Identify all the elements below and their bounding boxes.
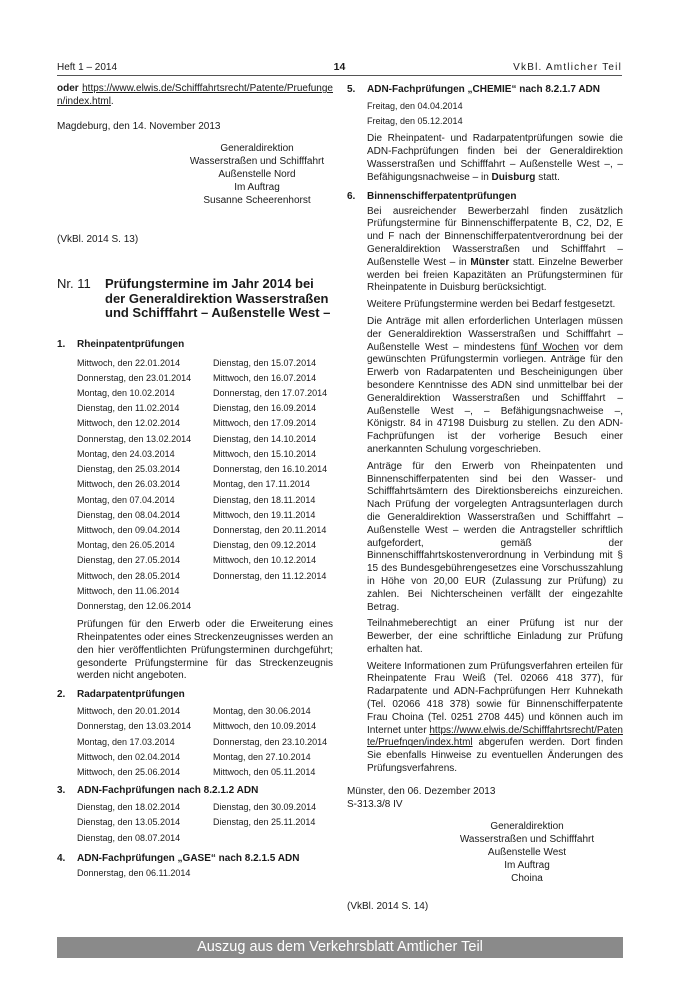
text-run: statt. Einzelne Bewerber werden bei freien Kapazitäten an Prüfungsterminen für Rheinpatente in Duisburg berücksichtigt. xyxy=(367,256,623,294)
text-run: vor dem gewünschten Prüfungstermin vorliegen. Anträge für den Erwerb von Radarpatenten und Bescheinigungen über besondere Kenntnisse des ADN sind unmittelbar bei der Generaldirektion Wasserstraßen und Schifffahrt – Außenstelle West –, – Befähigungsnachweise –, Königstr. 84 in 47198 Duisburg zu stellen. Zu den ADN-Fachprüfungen ist der vorherige Besuch einer anerkannten Schulung vorgeschrieben. xyxy=(367,341,624,455)
section-number: 4. xyxy=(57,852,66,864)
location-duisburg: Duisburg xyxy=(491,171,536,183)
date-cell: Mittwoch, den 17.09.2014 xyxy=(213,418,317,429)
section-6-paragraph-2: Weitere Prüfungstermine werden bei Bedarf festgesetzt. xyxy=(367,299,616,311)
place-date-1: Magdeburg, den 14. November 2013 xyxy=(57,120,221,132)
text-run: Weitere Informationen zum Prüfungsverfahren erteilen für Rheinpatente Frau Weiß (Tel. 02066 418 377), für Radarpatente und ADN-Fachprüfungen Herr Kuhnekath (Tel. 02066 418 378) sowie für Binnenschifferpatente Frau Choina (Tel. 0251 2708 445) und können auch im Internet unter xyxy=(367,660,623,736)
date-row xyxy=(77,401,333,416)
date-row xyxy=(77,493,333,508)
location-muenster: Münster xyxy=(470,256,510,268)
date-cell: Mittwoch, den 19.11.2014 xyxy=(213,509,316,520)
text-run: Die Anträge mit allen erforderlichen Unterlagen müssen der Generaldirektion Wasserstraßen und Schifffahrt – Außenstelle West – mindestens xyxy=(367,315,623,353)
section-title: ADN-Fachprüfungen „CHEMIE“ nach 8.2.1.7 ADN xyxy=(367,84,600,95)
left-column xyxy=(57,83,333,881)
date-row xyxy=(77,765,333,780)
section-number: 6. xyxy=(347,190,356,202)
date-cell: Mittwoch, den 15.10.2014 xyxy=(213,448,317,459)
date-cell: Dienstag, den 11.02.2014 xyxy=(77,403,180,414)
date-row xyxy=(77,386,333,401)
date-cell: Donnerstag, den 12.06.2014 xyxy=(77,600,192,611)
section-6-paragraph-3 xyxy=(367,316,623,457)
date-cell: Dienstag, den 09.12.2014 xyxy=(213,540,317,551)
date-cell: Mittwoch, den 10.09.2014 xyxy=(213,721,317,732)
section-6-paragraph-5: Teilnahmeberechtigt an einer Prüfung ist nur der Bewerber, der eine schriftliche Einladung zur Prüfung erhalten hat. xyxy=(367,618,623,655)
date-row xyxy=(77,704,333,719)
section-heading xyxy=(57,688,333,701)
signature-block-1 xyxy=(157,143,357,207)
section-6-paragraph-1 xyxy=(367,206,623,296)
signature-block-2 xyxy=(427,821,627,885)
date-table-adn-gase xyxy=(77,866,333,881)
section-heading xyxy=(57,784,333,797)
date-row xyxy=(77,477,333,492)
date-cell: Dienstag, den 25.03.2014 xyxy=(77,464,181,475)
date-cell: Dienstag, den 15.07.2014 xyxy=(213,357,317,368)
sig1-line: Außenstelle Nord xyxy=(218,168,296,180)
elwis-link-2[interactable]: https://www.elwis.de/Schifffahrtsrecht/Patente/Pruefngen/index.html xyxy=(367,724,623,749)
sig1-line: Generaldirektion xyxy=(220,143,294,155)
date-cell: Mittwoch, den 11.06.2014 xyxy=(77,585,180,596)
section-heading xyxy=(57,338,333,351)
date-cell: Dienstag, den 08.04.2014 xyxy=(77,509,181,520)
date-table-radarpatent xyxy=(77,704,333,780)
section-1-note: Prüfungen für den Erwerb oder die Erweiterung eines Rheinpatentes oder eines Streckenzeugnisses werden an den hier veröffentlichten Prüfungsterminen durchgeführt; gesonderte Prüfungstermine für das Streckenzeugnis werden nicht angeboten. xyxy=(77,619,333,682)
intro-paragraph xyxy=(57,83,333,109)
section-5-paragraph xyxy=(367,133,623,184)
date-cell: Montag, den 30.06.2014 xyxy=(213,706,311,717)
sig2-line: Generaldirektion xyxy=(490,821,564,833)
page-footer: Auszug aus dem Verkehrsblatt Amtlicher Teil xyxy=(57,937,623,958)
date-cell: Montag, den 24.03.2014 xyxy=(77,448,175,459)
date-cell: Montag, den 26.05.2014 xyxy=(77,540,175,551)
section-number: 2. xyxy=(57,689,66,701)
text-run: Bei ausreichender Bewerberzahl finden zusätzlich Prüfungstermine für Binnenschifferpatente B, C2, D2, E und F nach der Binnenschifferpatentverordnung bei der Generaldirektion Wasserstraßen und Schifffahrt – Außenstelle West – in xyxy=(367,205,623,268)
date-cell: Mittwoch, den 20.01.2014 xyxy=(77,706,181,717)
elwis-link-1[interactable]: https://www.elwis.de/Schifffahrtsrecht/Patente/Pruefungen/index.html xyxy=(57,83,333,107)
reference-2: (VkBl. 2014 S. 14) xyxy=(347,901,429,913)
page-number: 14 xyxy=(333,61,346,73)
date-row xyxy=(77,584,333,599)
section-number: 3. xyxy=(57,785,66,797)
section-heading xyxy=(57,852,333,865)
date-row xyxy=(77,800,333,815)
text-run: statt. xyxy=(535,171,560,183)
reference-1: (VkBl. 2014 S. 13) xyxy=(57,234,139,246)
date-cell: Dienstag, den 18.11.2014 xyxy=(213,494,316,505)
place-date-2: Münster, den 06. Dezember 2013 xyxy=(347,785,496,797)
date-row xyxy=(77,750,333,765)
sig1-line: Im Auftrag xyxy=(234,181,280,193)
section-title: ADN-Fachprüfungen nach 8.2.1.2 ADN xyxy=(77,785,259,797)
date-cell: Mittwoch, den 05.11.2014 xyxy=(213,766,316,777)
date-cell: Montag, den 17.03.2014 xyxy=(77,736,175,747)
file-reference: S-313.3/8 IV xyxy=(347,798,403,810)
date-cell: Donnerstag, den 06.11.2014 xyxy=(77,867,191,878)
date-row xyxy=(77,815,333,830)
date-row xyxy=(77,569,333,584)
date-cell: Dienstag, den 08.07.2014 xyxy=(77,832,181,843)
announcement-number: Nr. 11 xyxy=(57,276,91,292)
date-cell: Mittwoch, den 26.03.2014 xyxy=(77,479,181,490)
sig2-line: Wasserstraßen und Schifffahrt xyxy=(459,834,595,846)
section-heading xyxy=(347,190,623,203)
date-row xyxy=(77,719,333,734)
date-row xyxy=(77,553,333,568)
date-cell: Donnerstag, den 13.03.2014 xyxy=(77,721,192,732)
date-cell: Montag, den 07.04.2014 xyxy=(77,494,175,505)
date-row xyxy=(77,599,333,614)
date-cell: Donnerstag, den 23.10.2014 xyxy=(213,736,328,747)
date-cell: Mittwoch, den 10.12.2014 xyxy=(213,555,317,566)
date-cell: Mittwoch, den 12.02.2014 xyxy=(77,418,181,429)
date-row xyxy=(77,735,333,750)
date-cell: Donnerstag, den 17.07.2014 xyxy=(213,388,328,399)
date-cell: Dienstag, den 25.11.2014 xyxy=(213,817,316,828)
page-header xyxy=(57,62,622,76)
sig1-line: Susanne Scheerenhorst xyxy=(203,194,311,206)
publication-name: VkBl. Amtlicher Teil xyxy=(513,62,622,73)
deadline-text: fünf Wochen xyxy=(520,341,579,353)
date-cell: Mittwoch, den 25.06.2014 xyxy=(77,766,181,777)
date-cell: Dienstag, den 18.02.2014 xyxy=(77,802,181,813)
section-number: 1. xyxy=(57,338,66,350)
date-cell: Donnerstag, den 16.10.2014 xyxy=(213,464,328,475)
section-title: Rheinpatentprüfungen xyxy=(77,338,185,350)
date-cell: Mittwoch, den 22.01.2014 xyxy=(77,357,181,368)
issue-label: Heft 1 – 2014 xyxy=(57,62,118,73)
date-cell: Dienstag, den 27.05.2014 xyxy=(77,555,181,566)
date-item: Freitag, den 05.12.2014 xyxy=(367,116,463,127)
intro-oder: oder xyxy=(57,83,79,94)
date-row xyxy=(77,866,333,881)
date-row xyxy=(77,831,333,846)
date-row xyxy=(77,371,333,386)
intro-end: . xyxy=(110,95,114,107)
date-row xyxy=(77,462,333,477)
date-cell: Donnerstag, den 20.11.2014 xyxy=(213,524,327,535)
date-cell: Montag, den 17.11.2014 xyxy=(213,479,310,490)
date-table-rheinpatent xyxy=(77,356,333,614)
right-column xyxy=(347,83,623,914)
sig2-line: Choina xyxy=(511,872,543,884)
date-item: Freitag, den 04.04.2014 xyxy=(367,101,463,111)
date-cell: Donnerstag, den 11.12.2014 xyxy=(213,570,327,581)
section-number: 5. xyxy=(347,84,356,95)
date-cell: Dienstag, den 16.09.2014 xyxy=(213,403,317,414)
date-cell: Mittwoch, den 16.07.2014 xyxy=(213,372,317,383)
date-cell: Dienstag, den 30.09.2014 xyxy=(213,802,317,813)
sig2-line: Außenstelle West xyxy=(487,847,567,859)
text-run: abgerufen werden. Dort finden Sie ebenfalls Hinweise zu eventuellen Änderungen des Prüfungsverfahrens. xyxy=(367,737,623,775)
date-table-adn xyxy=(77,800,333,846)
date-row xyxy=(77,538,333,553)
date-cell: Dienstag, den 13.05.2014 xyxy=(77,817,181,828)
date-cell: Donnerstag, den 13.02.2014 xyxy=(77,433,192,444)
date-row xyxy=(77,432,333,447)
text-run: Die Rheinpatent- und Radarpatentprüfungen sowie die ADN-Fachprüfungen finden bei der Generaldirektion Wasserstraßen und Schifffahrt – Außenstelle West –, – Befähigungsnachweise – in xyxy=(367,133,623,183)
date-cell: Montag, den 10.02.2014 xyxy=(77,388,175,399)
date-cell: Dienstag, den 14.10.2014 xyxy=(213,433,317,444)
date-list-adn-chemie xyxy=(367,99,623,129)
date-row xyxy=(77,356,333,371)
date-row xyxy=(77,508,333,523)
section-title: Binnenschifferpatentprüfungen xyxy=(367,190,517,202)
date-cell: Montag, den 27.10.2014 xyxy=(213,751,311,762)
date-row xyxy=(77,523,333,538)
sig2-line: Im Auftrag xyxy=(504,859,550,871)
date-row xyxy=(77,447,333,462)
announcement-title: Prüfungstermine im Jahr 2014 bei der Generaldirektion Wasserstraßen und Schifffahrt – Außenstelle West – xyxy=(105,276,331,321)
section-6-paragraph-4: Anträge für den Erwerb von Rheinpatenten und Binnenschifferpatenten sind bei den Wasser- und Schifffahrtsämtern des Direktionsbereichs einzureichen. Nach Prüfung der vorgelegten Antragsunterlagen durch die Generaldirektion Wasserstraßen und Schifffahrt – Außenstelle West – werden die Antragsteller schriftlich aufgefordert, gemäß der Binnenschifffahrtskostenverordnung in Verbindung mit § 15 des Bundesgebührengesetzes eine Vorschusszahlung in Höhe von 20,00 EUR (Zulassung zur Prüfung) zu zahlen. Bei Nichterscheinen verfällt der eingezahlte Betrag. xyxy=(367,460,623,613)
section-title: Radarpatentprüfungen xyxy=(77,689,185,701)
date-row xyxy=(77,416,333,431)
date-cell: Mittwoch, den 09.04.2014 xyxy=(77,524,181,535)
section-6-paragraph-6 xyxy=(367,661,623,776)
date-cell: Mittwoch, den 02.04.2014 xyxy=(77,751,181,762)
announcement-heading xyxy=(57,277,333,321)
sig1-line: Wasserstraßen und Schifffahrt xyxy=(189,156,325,168)
date-cell: Donnerstag, den 23.01.2014 xyxy=(77,372,192,383)
section-heading xyxy=(347,83,623,96)
section-title: ADN-Fachprüfungen „GASE“ nach 8.2.1.5 ADN xyxy=(77,852,300,864)
date-cell: Mittwoch, den 28.05.2014 xyxy=(77,570,181,581)
